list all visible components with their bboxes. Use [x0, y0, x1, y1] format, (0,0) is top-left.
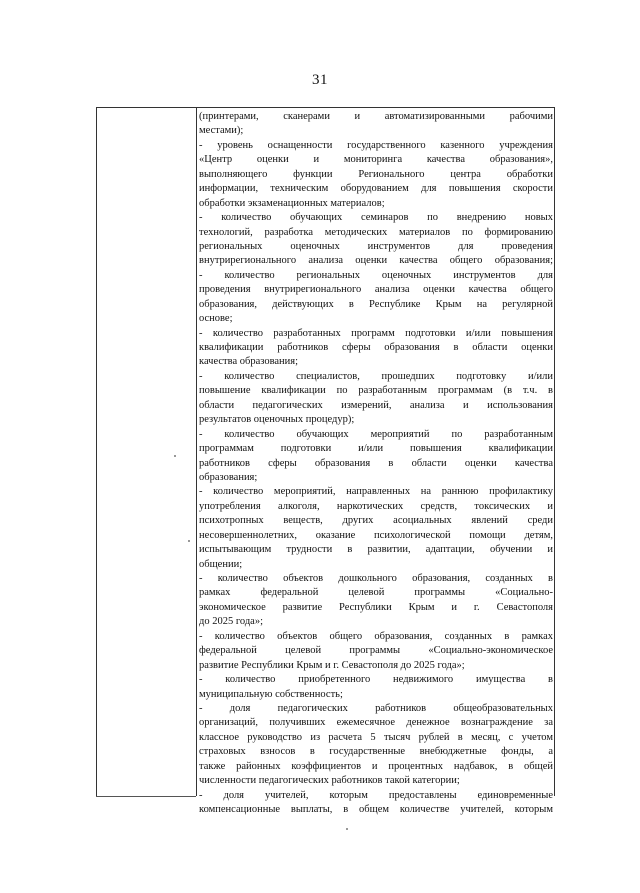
text-line: проведения внутрирегионального анализа оценки качества общего — [199, 284, 553, 296]
text-line: - количество региональных оценочных инструментов для — [199, 269, 553, 281]
text-line: до 2025 года»; — [199, 616, 264, 628]
text-line: федеральной целевой программы «Социально-экономическое — [199, 645, 553, 657]
text-line: образования, действующих в Республике Крым на регулярной — [199, 298, 553, 310]
page-number: 31 — [312, 72, 328, 88]
text-line: региональных оценочных инструментов для проведения — [199, 240, 553, 252]
text-line: (принтерами, сканерами и автоматизированными рабочими — [199, 111, 553, 122]
text-line: повышение квалификации по разработанным программам (в т.ч. в — [199, 385, 553, 397]
indicators-text-column — [199, 110, 553, 817]
text-line: испытывающим трудности в развитии, адаптации, обучении и — [199, 544, 553, 556]
text-line: - количество обучающих семинаров по внедрению новых — [199, 212, 553, 224]
text-line: программам подготовки и/или повышения квалификации — [199, 443, 553, 455]
text-line: результатов оценочных процедур); — [199, 414, 355, 426]
text-line: выполняющего функции Регионального центра обработки — [199, 168, 553, 180]
text-line: обработки экзаменационных материалов; — [199, 197, 385, 209]
text-line: - количество специалистов, прошедших подготовку и/или — [199, 370, 553, 382]
text-line: численности педагогических работников такой категории; — [199, 775, 460, 787]
text-line: общении; — [199, 558, 243, 570]
text-line: области педагогических измерений, анализа и использования — [199, 399, 553, 411]
text-line: качества образования; — [199, 356, 299, 368]
text-line: - количество мероприятий, направленных на раннюю профилактику — [199, 486, 553, 498]
column-divider — [196, 107, 197, 796]
scan-speck — [346, 828, 348, 830]
text-line: компенсационные выплаты, в общем количестве учителей, которым — [199, 804, 553, 815]
text-line: рамках федеральной целевой программы «Социально- — [199, 587, 553, 599]
text-line: употребления алкоголя, наркотических средств, токсических и — [199, 500, 553, 512]
text-line: организаций, получивших ежемесячное денежное вознаграждение за — [199, 717, 553, 729]
text-line: экономическое развитие Республики Крым и г. Севастополя — [199, 601, 553, 613]
text-line: - доля учителей, которым предоставлены единовременные — [199, 789, 553, 801]
scan-speck — [188, 540, 190, 542]
text-line: - уровень оснащенности государственного казенного учреждения — [199, 139, 553, 151]
text-line: также районных коэффициентов и процентных надбавок, в общей — [199, 760, 553, 772]
scan-speck — [174, 455, 176, 457]
text-line: страховых взносов в государственные внебюджетные фонды, а — [199, 746, 553, 758]
text-line: основе; — [199, 313, 233, 325]
table-bottom-rule — [96, 796, 196, 797]
text-line: «Центр оценки и мониторинга качества образования», — [199, 154, 553, 166]
text-line: - количество обучающих мероприятий по разработанным — [199, 428, 553, 440]
text-line: развитие Республики Крым и г. Севастополя до 2025 года»; — [199, 659, 465, 671]
text-line: - количество объектов дошкольного образования, созданных в — [199, 573, 553, 584]
text-line: несовершеннолетних, оказание психологической помощи детям, — [199, 529, 553, 541]
text-line: психотропных веществ, других асоциальных явлений среди — [199, 515, 553, 527]
text-line: внутрирегионального анализа оценки качества общего образования; — [199, 255, 553, 267]
text-line: работников сферы образования в области оценки качества — [199, 457, 553, 469]
text-line: информации, техническим оборудованием для повышения скорости — [199, 183, 553, 195]
text-line: - количество приобретенного недвижимого имущества в — [199, 674, 553, 686]
text-line: - количество разработанных программ подготовки и/или повышения — [199, 327, 553, 339]
text-line: местами); — [199, 125, 244, 137]
text-line: технологий, разработка методических материалов по формированию — [199, 226, 553, 238]
text-line: квалификации работников сферы образования в области оценки — [199, 342, 553, 353]
text-line: классное руководство из расчета 5 тысяч рублей в месяц, с учетом — [199, 731, 553, 743]
text-line: - количество объектов общего образования, созданных в рамках — [199, 630, 553, 642]
text-line: - доля педагогических работников общеобразовательных — [199, 702, 553, 714]
text-line: образования; — [199, 471, 258, 483]
text-line: муниципальную собственность; — [199, 688, 343, 700]
